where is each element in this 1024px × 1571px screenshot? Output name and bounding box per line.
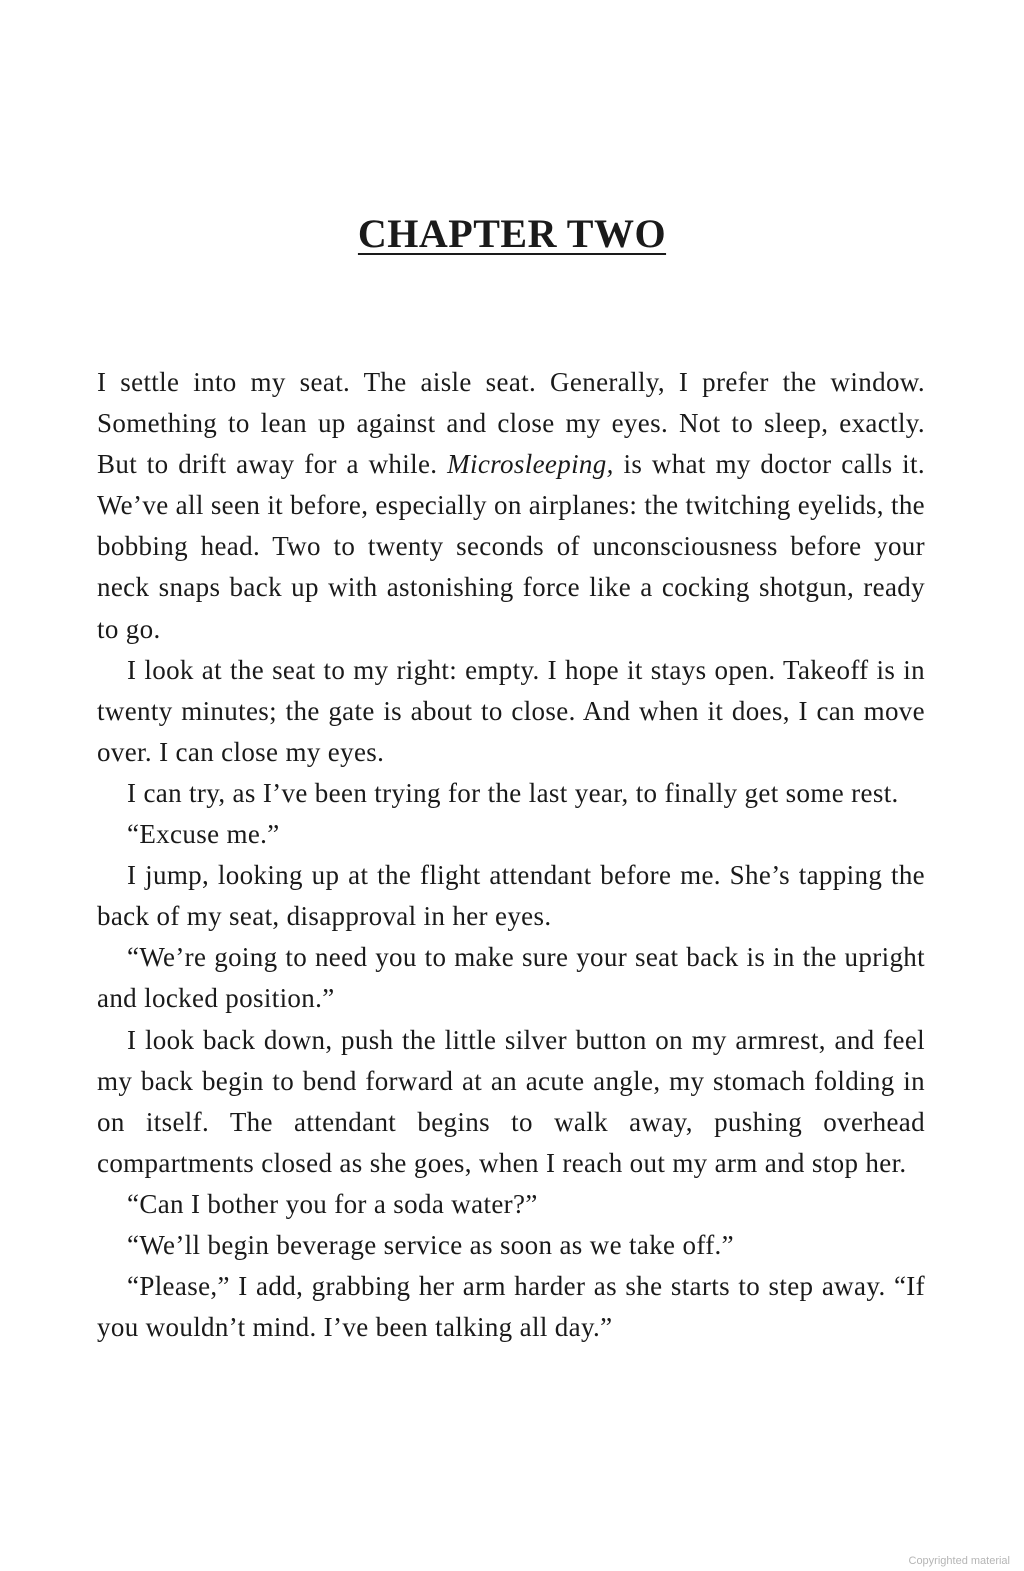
copyright-watermark: Copyrighted material bbox=[908, 1555, 1010, 1567]
chapter-title bbox=[0, 206, 1024, 262]
paragraph: “Please,” I add, grabbing her arm harder as she starts to step away. “If you wouldn’t mind. I’ve been talking all day.” bbox=[97, 1271, 925, 1343]
chapter-title-text: CHAPTER TWO bbox=[357, 211, 667, 256]
paragraph bbox=[97, 362, 925, 650]
paragraph: I look back down, push the little silver button on my armrest, and feel my back begin to bend forward at an acute angle, my stomach folding in on itself. The attendant begins to walk away, pushing overhead compartments closed as she goes, when I reach out my arm and stop her. bbox=[97, 1024, 925, 1178]
paragraph-text: I settle into my seat. The aisle seat. Generally, I prefer the window. Something to lean up against and close my eyes. Not to sleep, exactly. But to drift away for a while. bbox=[97, 367, 925, 480]
italic-term: Microsleeping, bbox=[447, 449, 614, 480]
paragraph-text: is what my doctor calls it. We’ve all seen it before, especially on airplanes: the twitching eyelids, the bobbing head. Two to twenty seconds of unconsciousness before your neck snaps back up with astonishing force like a cocking shotgun, ready to go. bbox=[97, 449, 925, 644]
paragraph: “We’ll begin beverage service as soon as we take off.” bbox=[127, 1229, 734, 1260]
paragraph: I look at the seat to my right: empty. I hope it stays open. Takeoff is in twenty minutes; the gate is about to close. And when it does, I can move over. I can close my eyes. bbox=[97, 654, 925, 767]
paragraph: “We’re going to need you to make sure your seat back is in the upright and locked position.” bbox=[97, 942, 925, 1014]
paragraph: “Excuse me.” bbox=[127, 819, 280, 850]
paragraph: I jump, looking up at the flight attendant before me. She’s tapping the back of my seat, disapproval in her eyes. bbox=[97, 860, 925, 932]
chapter-body bbox=[97, 362, 925, 1348]
paragraph: I can try, as I’ve been trying for the last year, to finally get some rest. bbox=[127, 777, 899, 808]
paragraph: “Can I bother you for a soda water?” bbox=[127, 1188, 538, 1219]
